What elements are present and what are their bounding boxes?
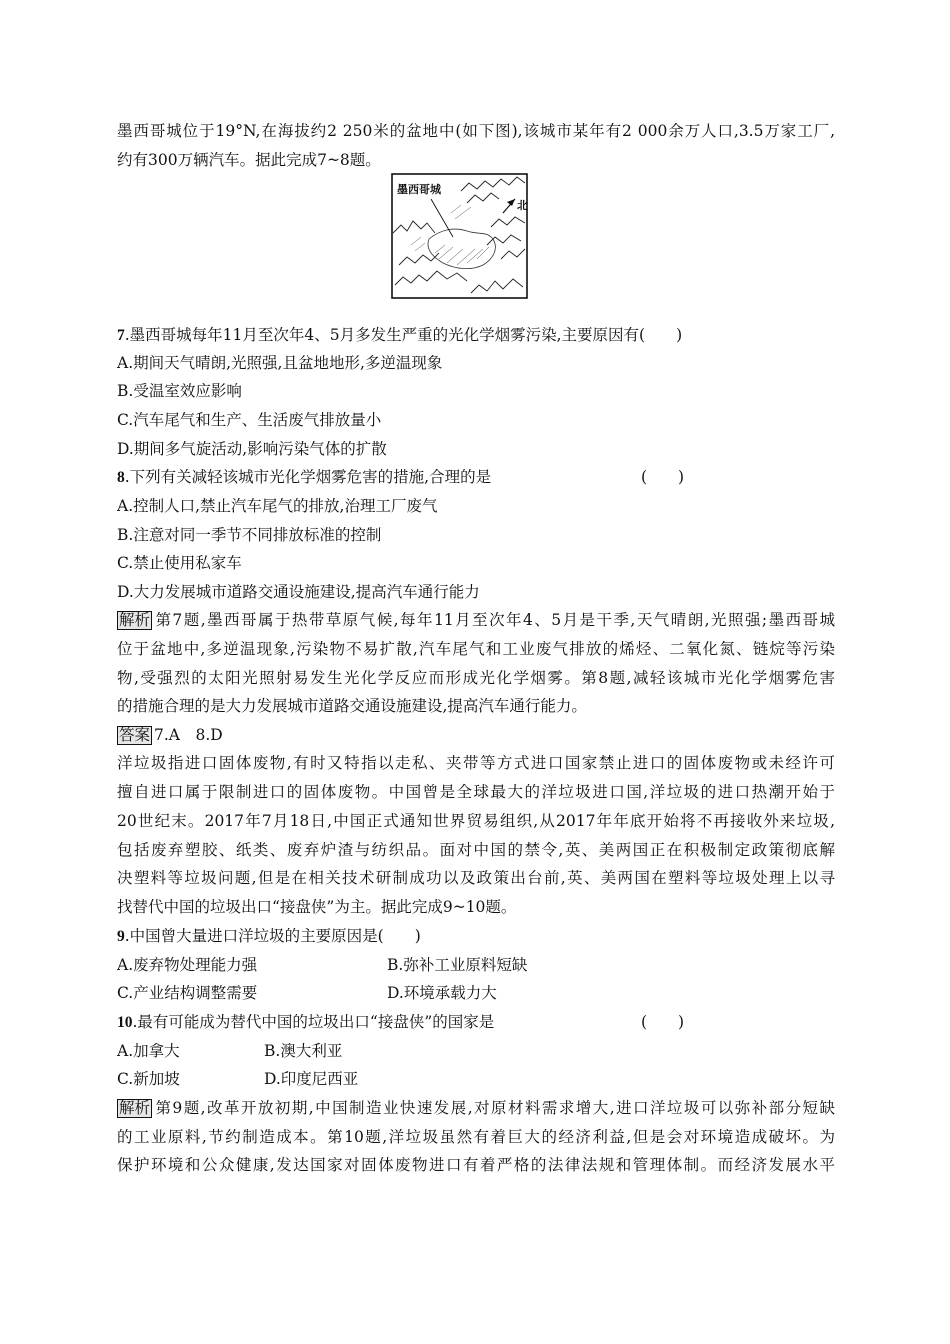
mexico-city-basin-map xyxy=(391,173,528,299)
map-north-label: 北 xyxy=(517,200,528,212)
map-city-label: 墨西哥城 xyxy=(397,184,441,196)
q9-options-row2 xyxy=(117,983,835,1003)
question-number: 7 xyxy=(117,327,125,344)
q9-option-a: A.废弃物处理能力强 xyxy=(117,956,258,974)
explanation-2-line3: 保护环境和公众健康,发达国家对固体废物进口有着严格的法律法规和管理体制。而经济发展水平 xyxy=(117,1156,835,1174)
question-stem: .最有可能成为替代中国的垃圾出口“接盘侠”的国家是 xyxy=(132,1013,495,1031)
question-stem: .墨西哥城每年11月至次年4、5月多发生严重的光化学烟雾污染,主要原因有( ) xyxy=(124,326,683,344)
q8-option-b: B.注意对同一季节不同排放标准的控制 xyxy=(117,526,382,544)
intro1-line2: 约有300万辆汽车。据此完成7~8题。 xyxy=(117,151,381,169)
q8-option-d: D.大力发展城市道路交通设施建设,提高汽车通行能力 xyxy=(117,583,480,601)
q7-option-c: C.汽车尾气和生产、生活废气排放量小 xyxy=(117,411,382,429)
answer-paren: ( ) xyxy=(641,1013,685,1031)
q8-option-c: C.禁止使用私家车 xyxy=(117,554,242,572)
intro2-line6: 找替代中国的垃圾出口“接盘侠”为主。据此完成9~10题。 xyxy=(117,898,517,916)
q10-option-b: B.澳大利亚 xyxy=(264,1042,343,1060)
explanation-1-line3: 物,受强烈的太阳光照射易发生光化学反应而形成光化学烟雾。第8题,减轻该城市光化学烟雾危害 xyxy=(117,669,835,687)
explanation-1-line2: 位于盆地中,多逆温现象,污染物不易扩散,汽车尾气和工业废气排放的烯烃、二氧化氮、链烷等污染 xyxy=(117,640,835,658)
intro1-line1: 墨西哥城位于19°N,在海拔约2 250米的盆地中(如下图),该城市某年有2 000余万人口,3.5万家工厂, xyxy=(117,122,835,140)
question-number: 8 xyxy=(117,469,125,486)
explanation-1-line1: 解析 第7题,墨西哥属于热带草原气候,每年11月至次年4、5月是干季,天气晴朗,光照强;墨西哥城 xyxy=(119,611,835,629)
q10-option-d: D.印度尼西亚 xyxy=(264,1070,359,1088)
explanation-tag: 解析 xyxy=(119,611,151,629)
intro2-line2: 擅自进口属于限制进口的固体废物。中国曾是全球最大的洋垃圾进口国,洋垃圾的进口热潮开始于 xyxy=(117,783,835,801)
question-number: 10 xyxy=(117,1014,133,1031)
question-9 xyxy=(117,926,835,947)
question-stem: .中国曾大量进口洋垃圾的主要原因是( ) xyxy=(124,927,421,945)
answer-paren: ( ) xyxy=(641,468,685,486)
intro2-line1: 洋垃圾指进口固体废物,有时又特指以走私、夹带等方式进口国家禁止进口的固体废物或未经许可 xyxy=(117,754,835,772)
answer-tag: 答案 xyxy=(119,726,151,744)
intro2-line5: 决塑料等垃圾问题,但是在相关技术研制成功以及政策出台前,英、美两国在塑料等垃圾处理上以寻 xyxy=(117,869,835,887)
q9-options-row1 xyxy=(117,955,835,975)
q10-options-row1 xyxy=(117,1041,835,1061)
question-8 xyxy=(117,467,835,488)
answer-text: 7.A 8.D xyxy=(154,726,223,744)
q7-option-a: A.期间天气晴朗,光照强,且盆地地形,多逆温现象 xyxy=(117,354,443,372)
q7-option-b: B.受温室效应影响 xyxy=(117,382,242,400)
intro2-line4: 包括废弃塑胶、纸类、废弃炉渣与纺织品。面对中国的禁令,英、美两国正在积极制定政策彻底解 xyxy=(117,841,835,859)
question-7 xyxy=(117,325,835,346)
q10-option-c: C.新加坡 xyxy=(117,1070,180,1088)
q9-option-d: D.环境承载力大 xyxy=(387,984,497,1002)
q9-option-c: C.产业结构调整需要 xyxy=(117,984,258,1002)
explanation-2-line2: 的工业原料,节约制造成本。第10题,洋垃圾虽然有着巨大的经济利益,但是会对环境造成破坏。为 xyxy=(117,1128,835,1146)
explanation-1-line4: 的措施合理的是大力发展城市道路交通设施建设,提高汽车通行能力。 xyxy=(117,697,587,715)
q10-option-a: A.加拿大 xyxy=(117,1042,180,1060)
question-stem: .下列有关减轻该城市光化学烟雾危害的措施,合理的是 xyxy=(124,468,492,486)
q9-option-b: B.弥补工业原料短缺 xyxy=(387,956,528,974)
question-number: 9 xyxy=(117,928,125,945)
q10-options-row2 xyxy=(117,1069,835,1089)
intro2-line3: 20世纪末。2017年7月18日,中国正式通知世界贸易组织,从2017年年底开始将不再接收外来垃圾, xyxy=(117,812,835,830)
explanation-tag: 解析 xyxy=(119,1099,151,1117)
question-10 xyxy=(117,1012,835,1033)
q8-option-a: A.控制人口,禁止汽车尾气的排放,治理工厂废气 xyxy=(117,497,438,515)
q7-option-d: D.期间多气旋活动,影响污染气体的扩散 xyxy=(117,440,387,458)
answer-1 xyxy=(117,725,835,745)
explanation-2-line1: 解析 第9题,改革开放初期,中国制造业快速发展,对原材料需求增大,进口洋垃圾可以弥补部分短缺 xyxy=(119,1099,835,1117)
